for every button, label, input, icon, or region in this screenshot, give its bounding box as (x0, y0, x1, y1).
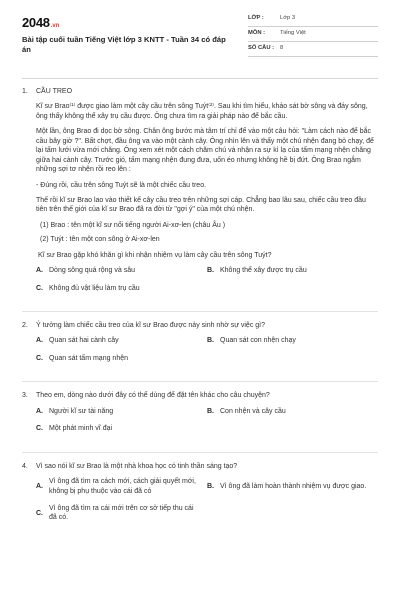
meta-label: LỚP : (248, 15, 264, 22)
meta-table (248, 12, 378, 57)
story-paragraph: Một lần, ông Brao đi dọc bờ sông. Chân ông bước mà tâm trí chỉ để vào một câu hỏi: "Làm cách nào để bắc cầu bây giờ ?". Bất chợt, đầu ông va vào một cành cây. Ông nhìn lên và thấy một chú nhện đang bỏ chạy, để lại tấm lưới vừa mới chăng. Ông xem xét một cách chăm chú và nhận ra sự kì lạ của tấm mạng nhện chăng giữa hai cành cây. Trước gió, tấm mạng nhện đung đưa, uốn éo nhưng không hề bị đứt. Ông Brao ngắm những sợi tơ nhện rồi reo lên : (36, 128, 374, 174)
question-title: CẦU TREO (36, 88, 73, 95)
option-text: Người kĩ sư tài năng (49, 407, 114, 415)
story-paragraph: Thế rồi kĩ sư Brao lao vào thiết kế cây cầu treo trên những sợi cáp. Chẳng bao lâu sau, chiếc cầu treo đầu tiên trên thế giới của kĩ sư Brao đã ra đời từ "gợi ý" của một chú nhện. (36, 196, 366, 214)
brand-suffix: .vn (50, 23, 60, 29)
question-title: Vì sao nói kĩ sư Brao là một nhà khoa học có tinh thần sáng tạo? (36, 462, 238, 470)
question-4 (22, 462, 378, 535)
question-body (36, 321, 378, 375)
answer-option-a[interactable] (36, 477, 207, 496)
answer-options (36, 266, 378, 301)
meta-value: Lớp 3 (280, 15, 296, 22)
brand-logo[interactable] (22, 14, 232, 32)
question-body (36, 462, 378, 535)
meta-label: SỐ CÂU : (248, 45, 275, 52)
option-letter: A. (36, 337, 43, 345)
option-letter: B. (207, 337, 214, 345)
option-letter: A. (36, 407, 43, 415)
option-letter: B. (207, 267, 214, 275)
meta-value: 8 (280, 45, 284, 52)
question-3 (22, 391, 378, 445)
option-text: Quan sát con nhện chạy (220, 337, 296, 345)
option-text: Quan sát tấm mạng nhện (49, 354, 128, 362)
meta-label: MÔN : (248, 30, 266, 37)
meta-row-class (248, 12, 378, 27)
option-letter: C. (36, 284, 43, 292)
answer-options (36, 336, 378, 371)
answer-option-a[interactable] (36, 407, 207, 416)
answer-option-b[interactable] (207, 336, 378, 345)
worksheet-header (22, 10, 378, 72)
answer-option-b[interactable] (207, 266, 378, 275)
answer-option-b[interactable] (207, 477, 378, 496)
header-left (22, 10, 232, 56)
question-body (36, 391, 378, 445)
option-letter: B. (207, 482, 214, 490)
answer-option-c[interactable] (36, 424, 207, 433)
option-text: Không thể xây được trụ cầu (220, 267, 307, 275)
answer-options (36, 477, 378, 531)
brand-number: 2048 (22, 15, 50, 30)
option-text: Vì ông đã làm hoàn thành nhiệm vụ được giao. (220, 482, 367, 490)
option-text: Vì ông đã tìm ra cách mới, cách giải quyết mới, không bị phụ thuộc vào cái đã có (49, 478, 196, 495)
story-paragraph: - Đúng rồi, cầu trên sông Tuýt sẽ là một chiếc cầu treo. (36, 181, 207, 189)
option-letter: C. (36, 425, 43, 433)
question-number: 4. (22, 462, 28, 470)
option-text: Dòng sông quá rộng và sâu (49, 267, 136, 275)
option-letter: A. (36, 482, 43, 490)
option-text: Con nhện và cây cầu (220, 407, 286, 415)
question-2 (22, 321, 378, 375)
answer-option-c[interactable] (36, 354, 207, 363)
meta-row-subject (248, 27, 378, 42)
question-number: 2. (22, 322, 28, 329)
answer-option-a[interactable] (36, 266, 207, 275)
footnote: (2) Tuýt : tên một con sông ở Ai-xơ-len (40, 236, 160, 244)
footnote: (1) Brao : tên một kĩ sư nổi tiếng người Ai-xơ-len (châu Âu ) (40, 221, 226, 229)
question-body (36, 87, 378, 305)
question-number: 1. (22, 88, 28, 95)
option-letter: C. (36, 509, 43, 517)
option-letter: A. (36, 267, 43, 275)
answer-option-a[interactable] (36, 336, 207, 345)
option-text: Không đủ vật liệu làm trụ cầu (49, 284, 140, 292)
question-divider (22, 452, 378, 453)
meta-value: Tiếng Việt (280, 30, 306, 37)
option-letter: B. (207, 407, 214, 415)
question-prompt: Kĩ sư Brao gặp khó khăn gì khi nhận nhiệm vụ làm cây cầu trên sông Tuýt? (38, 251, 272, 259)
option-text: Một phát minh vĩ đại (49, 425, 113, 433)
question-title: Ý tưởng làm chiếc cầu treo của kĩ sư Brao được nảy sinh nhờ sự việc gì? (36, 322, 266, 329)
question-divider (22, 311, 378, 312)
option-text: Vì ông đã tìm ra cái mới trên cơ sở tiếp thu cái đã có. (49, 504, 194, 522)
header-divider (22, 78, 378, 79)
question-number: 3. (22, 392, 28, 400)
document-title: Bài tập cuối tuần Tiếng Việt lớp 3 KNTT - Tuần 34 có đáp án (22, 34, 226, 55)
answer-option-c[interactable] (36, 284, 207, 293)
option-text: Quan sát hai cành cây (49, 337, 119, 345)
story-paragraph: Kĩ sư Brao⁽¹⁾ được giao làm một cây cầu trên sông Tuýt⁽²⁾. Sau khi tìm hiểu, khảo sát bờ sông và đáy sông, ông thấy không thể xây trụ cầu được. Ông chưa tìm ra giải pháp nào để bắc cầu. (36, 103, 368, 120)
answer-option-c[interactable] (36, 504, 207, 523)
footnotes (40, 221, 378, 245)
question-title: Theo em, dòng nào dưới đây có thể dùng để đặt tên khác cho câu chuyện? (36, 392, 270, 400)
question-divider (22, 381, 378, 382)
question-1 (22, 87, 378, 305)
meta-row-count (248, 42, 378, 57)
option-letter: C. (36, 354, 43, 362)
answer-options (36, 407, 378, 442)
answer-option-b[interactable] (207, 407, 378, 416)
